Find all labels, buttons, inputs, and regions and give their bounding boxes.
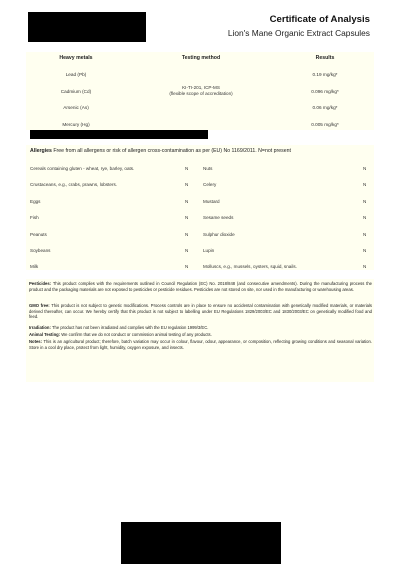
allergen-status: N — [185, 215, 189, 221]
allergen-row — [26, 178, 374, 194]
column-header-heavy-metals: Heavy metals — [59, 55, 93, 61]
allergen-name: Milk — [30, 264, 39, 270]
note-gmo-free — [29, 303, 372, 320]
allergen-status: N — [363, 247, 367, 253]
note-text: This product complies with the requirements outlined in Council Regulation (EC) No. 2018/848 (and consecutive amendments). During the manufacturing process the product and the packaging materials are not exposed to pesticides or pesticide residues. Pesticides are not stored on site, nor used in the manufacturing or warehousing areas. — [29, 281, 372, 292]
note-text: This is an agricultural product; therefore, batch variation may occur in colour, flavour, odour, appearance, or composition, reflecting growing conditions and seasonal variation. Store in a cool dry place, protect from light, humidity, oxygen exposure, and insects. — [29, 339, 373, 350]
allergens-heading — [30, 148, 291, 154]
allergen-name: Soybeans — [30, 247, 51, 253]
metal-result-cadmium: 0.096 mg/kg* — [311, 89, 339, 94]
allergen-status: N — [363, 231, 367, 237]
testing-method-scope: (flexible scope of accreditation) — [169, 91, 233, 97]
allergen-row — [26, 260, 374, 276]
allergen-name: Nuts — [203, 166, 213, 171]
allergen-name: Mustard — [203, 198, 220, 204]
redacted-logo — [28, 12, 146, 42]
product-name: Lion's Mane Organic Extract Capsules — [227, 28, 370, 38]
allergen-status: N — [363, 182, 367, 188]
column-header-testing-method: Testing method — [181, 55, 221, 61]
allergen-status: N — [185, 166, 189, 171]
allergen-row — [26, 195, 374, 211]
allergen-name: Sesame seeds — [203, 215, 234, 221]
allergens-table — [26, 145, 374, 270]
compliance-notes — [26, 279, 374, 382]
note-text: We confirm that we do not conduct or commission animal testing of any products. — [61, 332, 212, 337]
note-pesticides — [29, 281, 372, 292]
column-header-results: Results — [315, 55, 335, 61]
allergen-status: N — [185, 182, 189, 188]
note-label: GMO free: — [29, 303, 50, 308]
allergen-row — [26, 162, 374, 178]
testing-method-cell — [136, 85, 266, 98]
document-title: Certificate of Analysis — [269, 14, 370, 25]
allergen-status: N — [185, 247, 189, 253]
note-general — [29, 339, 372, 350]
allergen-name: Crustaceans, e.g., crabs, prawns, lobsters. — [30, 182, 118, 188]
allergens-label: Allergies — [30, 148, 52, 154]
note-label: Pesticides: — [29, 281, 52, 286]
note-label: Irradiation: — [29, 325, 51, 330]
allergen-name: Eggs — [30, 198, 41, 204]
allergen-name: Sulphur dioxide — [203, 231, 235, 237]
allergen-name: Fish — [30, 215, 39, 221]
allergen-status: N — [185, 198, 189, 204]
allergen-row — [26, 211, 374, 227]
allergen-name: Peanuts — [30, 231, 47, 237]
note-text: This product is not subject to genetic modifications. Process controls are in place to ensure no accidental contamination with genetically modified materials, or materials derived thereafter, can occur. We hereby certify that this product is not subject to labelling under EU Regulations 1829/2003/EC and 1830/2003/EC on genetically modified food and feed. — [29, 303, 372, 320]
allergen-name: Molluscs, e.g., mussels, oysters, squid, snails. — [203, 264, 297, 270]
redacted-line — [30, 130, 208, 139]
note-label: Animal Testing: — [29, 332, 61, 337]
allergen-row — [26, 228, 374, 244]
allergen-status: N — [363, 264, 367, 270]
metal-name-mercury: Mercury (Hg) — [62, 122, 90, 127]
allergen-status: N — [185, 264, 189, 270]
note-irradiation — [29, 325, 372, 331]
allergen-name: Celery — [203, 182, 217, 188]
metal-result-arsenic: 0.06 mg/kg* — [312, 105, 338, 110]
metal-name-lead: Lead (Pb) — [65, 72, 87, 77]
metal-result-mercury: 0.005 mg/kg* — [311, 122, 339, 127]
allergen-status: N — [363, 215, 367, 221]
heavy-metals-table — [26, 52, 374, 130]
allergen-status: N — [363, 166, 367, 171]
metal-name-cadmium: Cadmium (Cd) — [60, 89, 92, 94]
metal-name-arsenic: Arsenic (As) — [63, 105, 89, 110]
redacted-footer — [121, 522, 281, 564]
testing-method-name: KI-TI-201, ICP-MS — [182, 85, 220, 90]
note-animal-testing — [29, 332, 372, 338]
allergen-name: Lupin — [203, 247, 215, 253]
allergen-grid — [26, 162, 374, 277]
allergen-name: Cereals containing gluten - wheat, rye, barley, oats. — [30, 166, 135, 171]
allergen-status: N — [363, 198, 367, 204]
allergens-statement: Free from all allergens or risk of allergen cross-contamination as per (EU) No 1169/2011. N=not present — [53, 148, 291, 154]
metal-result-lead: 0.19 mg/kg* — [312, 72, 338, 77]
allergen-status: N — [185, 231, 189, 237]
note-text: The product has not been irradiated and complies with the EU regulation 1999/3/EC. — [51, 325, 209, 330]
allergen-row — [26, 244, 374, 260]
note-label: Notes: — [29, 339, 43, 344]
